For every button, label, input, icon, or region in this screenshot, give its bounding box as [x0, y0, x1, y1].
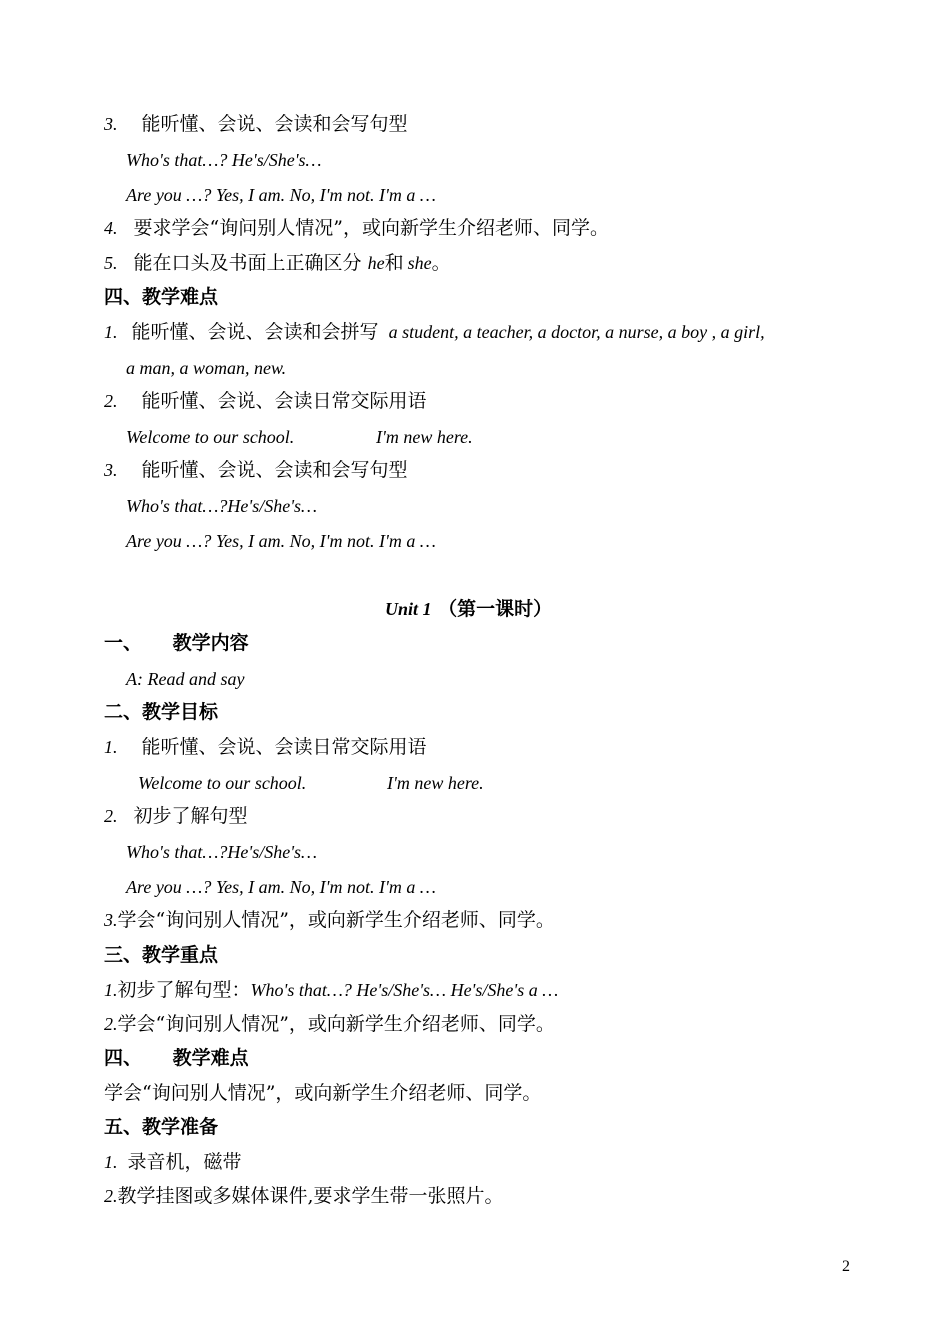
- item-4: [104, 216, 609, 240]
- sentence-pattern: Who's that…? He's/She's…: [126, 150, 322, 170]
- goal-3: [104, 908, 555, 932]
- item-number: 3.: [104, 460, 118, 480]
- item-number: 1.: [104, 737, 118, 757]
- item-text: 初步了解句型：: [117, 979, 251, 1001]
- item-text: 能听懂、会说、会读日常交际用语: [141, 736, 427, 758]
- item-number: 5.: [104, 253, 118, 273]
- expression-a: Welcome to our school.: [126, 427, 295, 447]
- prep-2: [104, 1184, 504, 1208]
- item-text: 教学挂图或多媒体课件,要求学生带一张照片。: [117, 1185, 504, 1207]
- word-she: she: [407, 253, 432, 273]
- item-text: 学会“询问别人情况”，或向新学生介绍老师、同学。: [117, 1013, 555, 1035]
- item-number: 2.: [104, 1014, 118, 1034]
- key-point-2: [104, 1012, 555, 1036]
- word-he: he: [367, 253, 385, 273]
- difficulty-3: [104, 458, 408, 482]
- item-number: 1.: [104, 980, 118, 1000]
- lesson-title: [385, 597, 552, 621]
- sentence-pattern: Are you …? Yes, I am. No, I'm not. I'm a …: [126, 531, 436, 551]
- difficulty-2: [104, 389, 427, 413]
- difficulty-1: [104, 320, 765, 344]
- item-text: 能听懂、会说、会读和会拼写: [131, 321, 379, 343]
- item-text: 初步了解句型: [133, 805, 248, 827]
- item-text: 和: [384, 252, 404, 274]
- expression-b: I'm new here.: [376, 427, 473, 447]
- sentence-pattern: Are you …? Yes, I am. No, I'm not. I'm a …: [126, 185, 436, 205]
- unit-label: Unit 1: [385, 599, 432, 619]
- item-number: 4.: [104, 218, 118, 238]
- expression-a: Welcome to our school.: [138, 773, 307, 793]
- item-number: 2.: [104, 1186, 118, 1206]
- section-heading: 一、 教学内容: [104, 632, 249, 654]
- section-heading: 四、教学难点: [104, 286, 219, 308]
- section-heading: 二、教学目标: [104, 701, 219, 723]
- item-number: 2.: [104, 391, 118, 411]
- item-text: 录音机，磁带: [127, 1151, 242, 1173]
- page-number: 2: [842, 1258, 850, 1275]
- item-number: 2.: [104, 806, 118, 826]
- sentence-pattern: Who's that…? He's/She's… He's/She's a …: [250, 980, 559, 1000]
- item-number: 1.: [104, 322, 118, 342]
- item-text: 。: [431, 252, 451, 274]
- item-number: 3.: [104, 910, 118, 930]
- item-text: 能听懂、会说、会读日常交际用语: [141, 390, 427, 412]
- goal-1: [104, 735, 427, 759]
- item-5: [104, 251, 451, 275]
- expression-b: I'm new here.: [387, 773, 484, 793]
- item-text: 能听懂、会说、会读和会写句型: [141, 459, 408, 481]
- item-number: 3.: [104, 114, 118, 134]
- sentence-pattern: Are you …? Yes, I am. No, I'm not. I'm a …: [126, 877, 436, 897]
- vocabulary-list: a student, a teacher, a doctor, a nurse, a boy , a girl,: [388, 322, 765, 342]
- item-text: 要求学会“询问别人情况”，或向新学生介绍老师、同学。: [133, 217, 609, 239]
- vocabulary-list: a man, a woman, new.: [126, 358, 287, 378]
- item-text: 能听懂、会说、会读和会写句型: [141, 113, 408, 135]
- key-point-1: [104, 978, 558, 1002]
- section-heading: 四、 教学难点: [104, 1047, 249, 1069]
- prep-1: [104, 1150, 242, 1174]
- goal-2: [104, 804, 248, 828]
- lesson-period: （第一课时）: [438, 598, 553, 620]
- sentence-pattern: Who's that…?He's/She's…: [126, 842, 318, 862]
- section-heading: 三、教学重点: [104, 944, 219, 966]
- content-text: A: Read and say: [126, 669, 245, 689]
- item-3: [104, 112, 408, 136]
- item-number: 1.: [104, 1152, 118, 1172]
- section-heading: 五、教学准备: [104, 1116, 219, 1138]
- item-text: 能在口头及书面上正确区分: [133, 252, 362, 274]
- difficulty-text: 学会“询问别人情况”，或向新学生介绍老师、同学。: [104, 1082, 542, 1104]
- item-text: 学会“询问别人情况”，或向新学生介绍老师、同学。: [117, 909, 555, 931]
- sentence-pattern: Who's that…?He's/She's…: [126, 496, 318, 516]
